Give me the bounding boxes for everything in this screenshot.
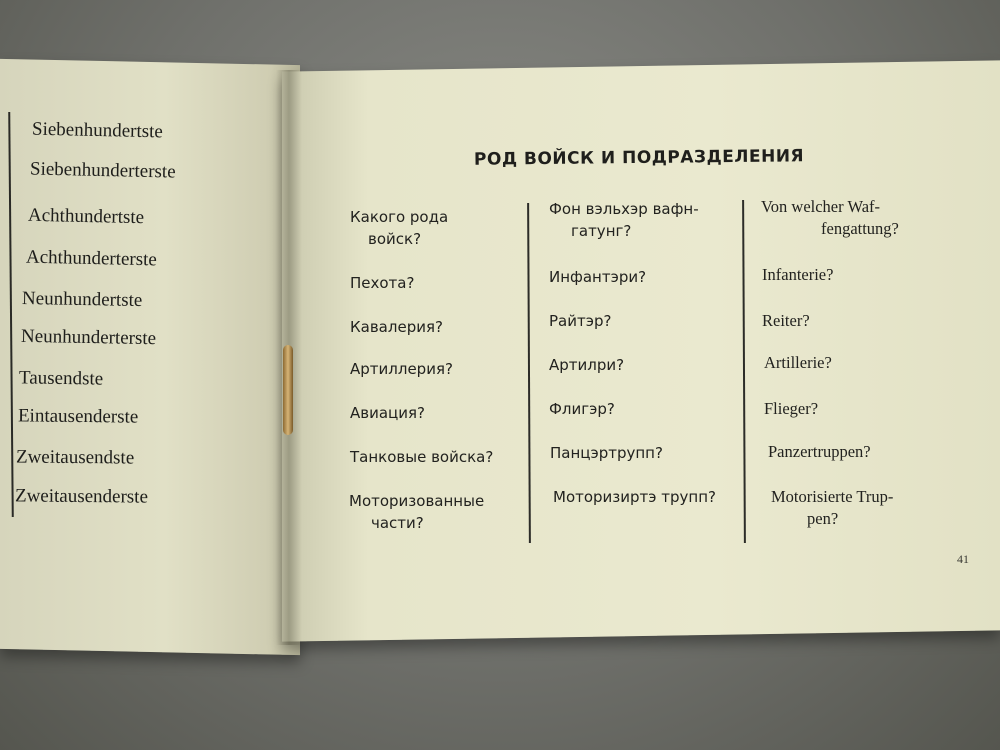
- left-word: Neunhundertste: [21, 287, 143, 312]
- left-page: [0, 59, 300, 655]
- russian-cell: Моторизованные части?: [349, 492, 485, 532]
- left-word: Tausendste: [18, 367, 104, 390]
- transcription-cell: Панцэртрупп?: [550, 444, 663, 462]
- left-word: Achthundertste: [27, 204, 145, 229]
- german-cell: Infanterie?: [762, 265, 834, 284]
- transcription-cell: Райтэр?: [549, 312, 612, 330]
- german-cell: Reiter?: [762, 311, 810, 330]
- page-number: 41: [957, 552, 969, 566]
- left-word: Zweitausenderste: [14, 485, 149, 508]
- russian-cell: Авиация?: [350, 404, 425, 422]
- russian-cell: Какого рода войск?: [350, 208, 449, 248]
- german-cell: Motorisierte Trup- pen?: [771, 487, 894, 528]
- german-cell: Artillerie?: [764, 353, 832, 372]
- binding-thread: [283, 345, 293, 435]
- german-cell: Panzertruppen?: [768, 442, 871, 461]
- left-word: Achthunderterste: [25, 246, 158, 271]
- left-word: Eintausenderste: [17, 405, 139, 428]
- russian-cell: Пехота?: [350, 274, 415, 292]
- transcription-cell: Инфантэри?: [549, 268, 647, 286]
- page-title: РОД ВОЙСК И ПОДРАЗДЕЛЕНИЯ: [473, 146, 805, 170]
- german-cell: Flieger?: [764, 399, 819, 418]
- transcription-cell: Фон вэльхэр вафн- гатунг?: [549, 200, 699, 240]
- left-word: Siebenhundertste: [31, 118, 164, 143]
- transcription-cell: Флигэр?: [549, 400, 615, 418]
- russian-cell: Танковые войска?: [350, 448, 494, 466]
- transcription-cell: Моторизиртэ трупп?: [553, 488, 717, 506]
- transcription-cell: Артилри?: [549, 356, 625, 374]
- russian-cell: Артиллерия?: [350, 360, 453, 378]
- left-word: Zweitausendste: [15, 446, 135, 469]
- german-cell: Von welcher Waf- fengattung?: [761, 197, 899, 238]
- russian-cell: Кавалерия?: [350, 318, 443, 336]
- left-word: Neunhunderterste: [20, 325, 157, 350]
- left-word: Siebenhunderterste: [29, 158, 176, 183]
